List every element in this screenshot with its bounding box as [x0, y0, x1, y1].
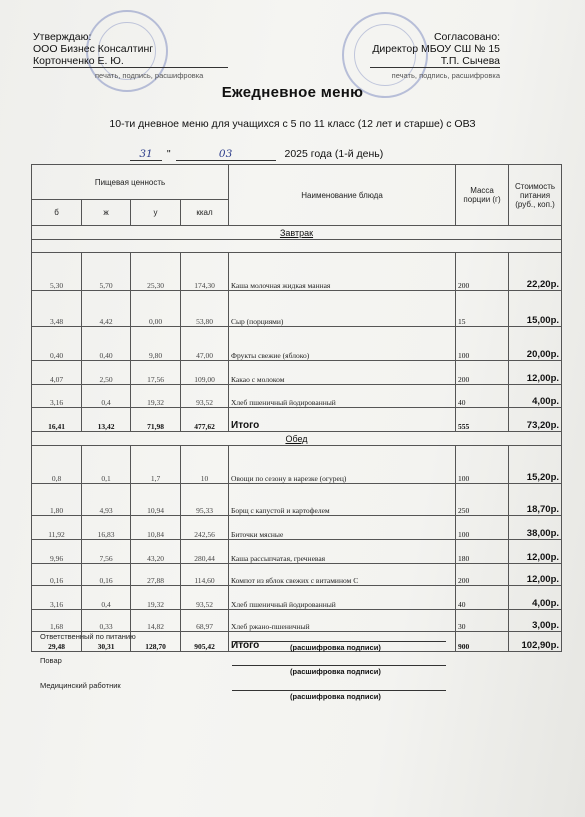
total-row	[32, 408, 562, 432]
date-year: 2025 года (1-й день)	[284, 148, 384, 160]
table-row	[32, 564, 562, 586]
spacer-row	[32, 240, 562, 253]
approve-person: Кортонченко Е. Ю.	[33, 55, 228, 68]
signature-caption: (расшифровка подписи)	[290, 667, 381, 676]
signature-role: Ответственный по питанию	[40, 632, 136, 641]
signature-line	[232, 690, 446, 691]
cell-mass: 30	[456, 610, 509, 632]
cell-u: 9,80	[131, 327, 181, 361]
total-label: Итого	[229, 632, 456, 652]
page-title: Ежедневное меню	[221, 84, 364, 101]
cell-b: 0,40	[32, 327, 82, 361]
cell-dish-name: Борщ с капустой и картофелем	[229, 484, 456, 516]
cell-mass: 40	[456, 385, 509, 408]
header-u: у	[131, 200, 181, 226]
total-u: 71,98	[131, 408, 181, 432]
header-cost: Стоимость питания (руб., коп.)	[509, 165, 562, 226]
cell-dish-name: Каша молочная жидкая манная	[229, 253, 456, 291]
cell-price: 12,00р.	[509, 564, 562, 586]
signature-line	[232, 665, 446, 666]
total-price: 73,20р.	[509, 408, 562, 432]
cell-kcal: 53,80	[181, 291, 229, 327]
cell-u: 1,7	[131, 446, 181, 484]
cell-u: 17,56	[131, 361, 181, 385]
cell-zh: 4,93	[82, 484, 131, 516]
cell-mass: 40	[456, 586, 509, 610]
cell-kcal: 93,52	[181, 586, 229, 610]
cell-b: 9,96	[32, 540, 82, 564]
total-label: Итого	[229, 408, 456, 432]
cell-u: 19,32	[131, 385, 181, 408]
cell-price: 38,00р.	[509, 516, 562, 540]
cell-zh: 0,1	[82, 446, 131, 484]
total-mass: 900	[456, 632, 509, 652]
table-row	[32, 361, 562, 385]
header-dish: Наименование блюда	[229, 165, 456, 226]
cell-price: 4,00р.	[509, 385, 562, 408]
cell-price: 18,70р.	[509, 484, 562, 516]
date-line: 31 " 03 2025 года (1-й день)	[130, 148, 383, 161]
cell-kcal: 93,52	[181, 385, 229, 408]
cell-b: 11,92	[32, 516, 82, 540]
cell-zh: 5,70	[82, 253, 131, 291]
cell-kcal: 95,33	[181, 484, 229, 516]
cell-price: 12,00р.	[509, 540, 562, 564]
cell-b: 1,68	[32, 610, 82, 632]
signature-caption: (расшифровка подписи)	[290, 692, 381, 701]
section-title: Обед	[32, 432, 562, 446]
total-b: 16,41	[32, 408, 82, 432]
agreement-block	[370, 31, 500, 82]
header-nutrition: Пищевая ценность	[32, 165, 229, 200]
cell-mass: 200	[456, 361, 509, 385]
table-row	[32, 540, 562, 564]
table-row	[32, 484, 562, 516]
cell-kcal: 280,44	[181, 540, 229, 564]
cell-kcal: 242,56	[181, 516, 229, 540]
approve-sub: печать, подпись, расшифровка	[95, 71, 204, 80]
cell-zh: 0,33	[82, 610, 131, 632]
cell-mass: 180	[456, 540, 509, 564]
cell-dish-name: Компот из яблок свежих с витамином С	[229, 564, 456, 586]
cell-b: 1,80	[32, 484, 82, 516]
menu-table	[31, 164, 562, 652]
cell-b: 3,48	[32, 291, 82, 327]
total-zh: 30,31	[82, 632, 131, 652]
cell-dish-name: Хлеб пшеничный йодированный	[229, 586, 456, 610]
page-subtitle: 10-ти дневное меню для учащихся с 5 по 11 класс (12 лет и старше) с ОВЗ	[109, 118, 476, 130]
cell-kcal: 47,00	[181, 327, 229, 361]
cell-u: 19,32	[131, 586, 181, 610]
cell-kcal: 10	[181, 446, 229, 484]
cell-zh: 0,16	[82, 564, 131, 586]
table-row	[32, 516, 562, 540]
cell-u: 43,20	[131, 540, 181, 564]
cell-dish-name: Сыр (порциями)	[229, 291, 456, 327]
cell-price: 4,00р.	[509, 586, 562, 610]
cell-mass: 200	[456, 564, 509, 586]
total-u: 128,70	[131, 632, 181, 652]
cell-price: 12,00р.	[509, 361, 562, 385]
cell-u: 10,84	[131, 516, 181, 540]
cell-price: 3,00р.	[509, 610, 562, 632]
table-row	[32, 586, 562, 610]
cell-dish-name: Хлеб пшеничный йодированный	[229, 385, 456, 408]
signature-role: Повар	[40, 656, 62, 665]
cell-u: 10,94	[131, 484, 181, 516]
cell-b: 3,16	[32, 586, 82, 610]
cell-mass: 250	[456, 484, 509, 516]
cell-price: 22,20р.	[509, 253, 562, 291]
cell-price: 20,00р.	[509, 327, 562, 361]
cell-dish-name: Какао с молоком	[229, 361, 456, 385]
total-kcal: 477,62	[181, 408, 229, 432]
total-kcal: 905,42	[181, 632, 229, 652]
cell-dish-name: Каша рассыпчатая, гречневая	[229, 540, 456, 564]
total-price: 102,90р.	[509, 632, 562, 652]
table-row	[32, 446, 562, 484]
date-month: 03	[176, 148, 276, 161]
total-b: 29,48	[32, 632, 82, 652]
table-row	[32, 253, 562, 291]
agree-person: Т.П. Сычева	[370, 55, 500, 68]
header-zh: ж	[82, 200, 131, 226]
table-row	[32, 327, 562, 361]
cell-price: 15,00р.	[509, 291, 562, 327]
cell-dish-name: Биточки мясные	[229, 516, 456, 540]
cell-b: 0,16	[32, 564, 82, 586]
cell-mass: 100	[456, 327, 509, 361]
cell-zh: 4,42	[82, 291, 131, 327]
approval-block	[33, 31, 228, 82]
cell-dish-name: Овощи по сезону в нарезке (огурец)	[229, 446, 456, 484]
cell-mass: 100	[456, 446, 509, 484]
cell-zh: 7,56	[82, 540, 131, 564]
cell-b: 4,07	[32, 361, 82, 385]
approve-org: ООО Бизнес Консалтинг	[33, 43, 154, 55]
cell-zh: 0,4	[82, 586, 131, 610]
total-zh: 13,42	[82, 408, 131, 432]
agree-label: Согласовано:	[433, 31, 500, 43]
header-mass: Масса порции (г)	[456, 165, 509, 226]
cell-zh: 0,4	[82, 385, 131, 408]
signature-role: Медицинский работник	[40, 681, 121, 690]
cell-b: 0,8	[32, 446, 82, 484]
cell-dish-name: Фрукты свежие (яблоко)	[229, 327, 456, 361]
cell-zh: 2,50	[82, 361, 131, 385]
signature-caption: (расшифровка подписи)	[290, 643, 381, 652]
table-row	[32, 385, 562, 408]
table-row	[32, 291, 562, 327]
section-title: Завтрак	[32, 226, 562, 240]
cell-kcal: 109,00	[181, 361, 229, 385]
date-day: 31	[130, 148, 162, 161]
cell-zh: 0,40	[82, 327, 131, 361]
agree-org: Директор МБОУ СШ № 15	[372, 43, 500, 55]
approve-label: Утверждаю:	[33, 31, 92, 43]
agree-sub: печать, подпись, расшифровка	[391, 71, 500, 80]
total-mass: 555	[456, 408, 509, 432]
cell-u: 14,82	[131, 610, 181, 632]
cell-dish-name: Хлеб ржано-пшеничный	[229, 610, 456, 632]
cell-mass: 15	[456, 291, 509, 327]
cell-price: 15,20р.	[509, 446, 562, 484]
cell-mass: 100	[456, 516, 509, 540]
signature-line	[232, 641, 446, 642]
cell-u: 27,88	[131, 564, 181, 586]
cell-kcal: 114,60	[181, 564, 229, 586]
cell-kcal: 174,30	[181, 253, 229, 291]
table-row	[32, 610, 562, 632]
header-b: б	[32, 200, 82, 226]
cell-u: 25,30	[131, 253, 181, 291]
cell-mass: 200	[456, 253, 509, 291]
cell-zh: 16,83	[82, 516, 131, 540]
cell-b: 3,16	[32, 385, 82, 408]
cell-u: 0,00	[131, 291, 181, 327]
cell-kcal: 68,97	[181, 610, 229, 632]
cell-b: 5,30	[32, 253, 82, 291]
header-kcal: ккал	[181, 200, 229, 226]
